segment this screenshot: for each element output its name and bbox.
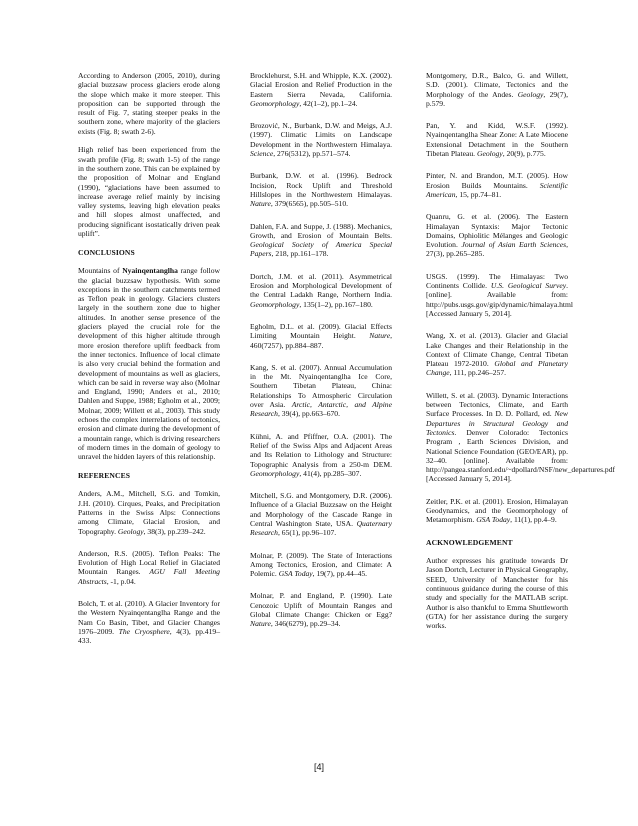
reference-details: . Denver Colorado: Tectonics Program , Earth Sciences Division, and National Science Foundation (GEO/EAR), pp. 32–40. [online]. Available from: http://pangea.stanford.edu/~dpollard/NSF/new_departures.pdf [Accessed January 5, 2014]. — [426, 427, 616, 484]
reference-entry — [426, 331, 568, 377]
reference-text: Molnar, P. (2009). The State of Interactions Among Tectonics, Erosion, and Climate: A Polemic. — [250, 550, 392, 579]
reference-entry — [78, 489, 220, 535]
reference-entry — [250, 551, 392, 579]
reference-entry — [426, 71, 568, 108]
reference-text: Kang, S. et al. (2007). Annual Accumulation in the Mt. Nyainqentanglha Ice Core, Southern Tibetan Plateau, China: Relationships To Atmospheric Circulation over Asia. — [250, 362, 392, 410]
reference-text: Montgomery, D.R., Balco, G. and Willett, S.D. (2001). Climate, Tectonics and the Morphology of the Andes. — [426, 71, 568, 99]
reference-source: Geology — [517, 89, 544, 99]
reference-details: , 11(1), pp.4–9. — [510, 515, 557, 525]
page-number: [4] — [313, 762, 324, 772]
reference-text: Anderson, R.S. (2005). Teflon Peaks: The Evolution of High Local Relief in Glaciated Mountain Ranges. — [78, 548, 220, 577]
reference-details: , 15, pp.74–81. — [455, 189, 502, 199]
reference-source: U.S. Geological Survey — [490, 281, 567, 291]
reference-entry — [250, 222, 392, 259]
reference-text: Burbank, D.W. et al. (1996). Bedrock Incision, Rock Uplift and Threshold Hillslopes in the Northwestern Himalayas. — [250, 171, 392, 199]
reference-details: , 379(6565), pp.505–510. — [270, 199, 349, 209]
reference-details: , 65(1), pp.96–107. — [277, 528, 337, 538]
reference-source: GSA Today — [278, 569, 313, 579]
conclusions-text-start: Mountains of — [78, 266, 123, 276]
reference-source: Nature — [250, 619, 271, 629]
references-list-middle — [250, 71, 392, 629]
reference-text: Pinter, N. and Brandon, M.T. (2005). How Erosion Builds Mountains. — [426, 171, 568, 190]
reference-details: , 276(5312), pp.571–574. — [273, 149, 351, 159]
reference-text: Quanru, G. et al. (2006). The Eastern Himalayan Syntaxis: Major Tectonic Domains, Ophiolitic Mélanges and Geologic Evolution. — [426, 212, 568, 250]
reference-text: Molnar, P. and England, P. (1990). Late Cenozoic Uplift of Mountain Ranges and Global Climate Change: Chicken or Egg? — [250, 591, 392, 620]
reference-details: , 346(6279), pp.29–34. — [270, 619, 341, 629]
reference-source: Nature — [250, 199, 271, 209]
reference-source: Nature — [369, 331, 391, 341]
reference-entry — [250, 363, 392, 419]
reference-text: USGS. (1999). The Himalayas: Two Continents Collide. — [426, 271, 568, 291]
reference-text: Mitchell, S.G. and Montgomery, D.R. (2006). Influence of a Glacial Buzzsaw on the Height and Morphology of the Cascade Range in Central Washington State, USA. — [250, 491, 392, 528]
reference-source: Global and Planetary Change — [426, 359, 568, 378]
reference-entry — [250, 272, 392, 309]
references-list-right — [426, 71, 616, 525]
reference-details: , 460(7257), pp.884–887. — [250, 331, 392, 350]
reference-details: . [online]. Available from: http://pubs.usgs.gov/gip/dynamic/himalaya.html [Accessed January 5, 2014]. — [426, 281, 574, 318]
reference-details: , 20(9), p.775. — [502, 149, 546, 159]
reference-text: Kühni, A. and Pfiffner, O.A. (2001). The Relief of the Swiss Alps and Adjacent Areas and Its Relation to Lithology and Structure: Topographic Analysis from a 250-m DEM. — [250, 431, 392, 469]
reference-details: , 27(3), pp.265–285. — [426, 240, 568, 259]
reference-entry — [426, 121, 568, 158]
reference-entry — [426, 497, 568, 525]
reference-text: Dahlen, F.A. and Suppe, J. (1988). Mechanics, Growth, and Erosion of Mountain Belts. — [250, 221, 392, 240]
reference-details: , 19(7), pp.44–45. — [312, 569, 368, 579]
reference-entry — [250, 591, 392, 628]
column-left — [78, 71, 220, 659]
discussion-paragraph-1: According to Anderson (2005, 2010), during glacial buzzsaw process glaciers erode along the slope which make it more steeper. This proposition can be supported through the result of Fig. 7, stating steeper peaks in the southern zone, where majority of the glaciers exists (Fig. 8; swath 2-6). — [78, 71, 220, 136]
reference-entry — [426, 390, 616, 484]
reference-details: , 38(3), pp.239–242. — [143, 526, 206, 536]
acknowledgement-paragraph: Author expresses his gratitude towards Dr Jason Dortch, Lecturer in Physical Geography, SEED, University of Manchester for his continuous guidance during the course of this study and specially for the MATLAB script. Author is also thankful to Emma Shuttleworth (GTA) for her assistance during the surgery works. — [426, 556, 568, 631]
reference-entry — [426, 171, 568, 199]
reference-entry — [426, 271, 574, 318]
column-middle — [250, 71, 392, 642]
conclusions-paragraph — [78, 266, 220, 461]
references-heading: REFERENCES — [78, 470, 131, 480]
reference-entry — [426, 212, 568, 258]
reference-text: Pan, Y. and Kidd, W.S.F. (1992). Nyainqentanglha Shear Zone: A Late Miocene Extensional Detachment in the Southern Tibetan Plateau. — [426, 121, 568, 159]
reference-entry — [250, 322, 392, 350]
reference-source: Journal of Asian Earth Sciences — [461, 240, 567, 250]
reference-details: , 135(1–2), pp.167–180. — [299, 299, 373, 309]
reference-source: New Departures in Structural Geology and Tectonics — [426, 409, 568, 437]
column-right — [426, 71, 616, 640]
reference-text: Brocklehurst, S.H. and Whipple, K.X. (2002). Glacial Erosion and Relief Production in the Eastern Sierra Nevada, California. — [250, 71, 392, 99]
reference-text: Zeitler, P.K. et al. (2001). Erosion, Himalayan Geodynamics, and the Geomorphology of Metamorphism. — [426, 496, 568, 525]
reference-source: Quaternary Research — [250, 518, 392, 538]
reference-source: Arctic, Antarctic, and Alpine Research — [250, 400, 392, 419]
reference-text: Dortch, J.M. et al. (2011). Asymmetrical Erosion and Morphological Development of the Central Ladakh Range, Northern India. — [250, 271, 392, 300]
reference-text: Wang, X. et al. (2013). Glacier and Glacial Lake Changes and their Relationship in the Context of Climate Change, Central Tibetan Plateau 1972-2010. — [426, 331, 568, 369]
reference-entry — [250, 71, 392, 108]
reference-source: AGU Fall Meeting Abstracts — [78, 567, 220, 586]
reference-text: Egholm, D.L. et al. (2009). Glacial Effects Limiting Mountain Height. — [250, 321, 392, 341]
references-list-left — [78, 489, 220, 645]
reference-entry — [250, 171, 392, 208]
reference-source: Geomorphology — [250, 468, 300, 478]
reference-source: Geology — [476, 149, 503, 159]
acknowledgement-heading: ACKNOWLEDGEMENT — [426, 537, 513, 547]
reference-source: Geology — [117, 526, 144, 536]
reference-source: The Cryosphere — [118, 626, 170, 636]
reference-entry — [78, 549, 220, 586]
reference-details: , 29(7), p.579. — [426, 89, 568, 108]
reference-details: , 111, pp.246–257. — [449, 368, 507, 378]
reference-details: , -1, p.04. — [106, 576, 136, 586]
conclusions-text-rest: range follow the glacial buzzsaw hypothesis. With some exceptions in the southern catchments termed as Teflon peak in geology. Glaciers clusters largely in the southern zone due to higher altitudes. In another sense presence of the glaciers played the crucial role for the development of this higher altitude through more erosion therefore uplift feedback from the inner tectonics. Influence of local climate is also very crucial behind the formation and development of mountains as well as glaciers, which can be said in reverse way also (Molnar and England, 1990; Anders et al., 2010; Dahlen and Suppe, 1988; Egholm et al., 2009; Molnar, 2009; Willett et al., 2003). This study echoes the complex interrelations of tectonics, erosion and climate during the development of a mountain range, which is driving researchers of modern times in the domain of geology to unravel the hidden layers of this relationship. — [78, 266, 220, 462]
reference-source: Scientific American — [426, 180, 568, 199]
discussion-paragraph-2: High relief has been experienced from the swath profile (Fig. 8; swath 1-5) of the range in the southern zone. This can be explained by the proposition of Molnar and England (1990), “glaciations have been assumed to increase average relief mainly by incising valley systems, leaving high elevation peaks and hill slopes almost unaffected, and producing significant isostatically driven peak uplift”. — [78, 145, 220, 239]
reference-source: Geological Society of America Special Papers — [250, 240, 392, 259]
reference-source: Science — [250, 149, 274, 159]
reference-text: Willett, S. et al. (2003). Dynamic Interactions between Tectonics, Climate, and Earth Surface Processes. In D. D. Pollard, ed. — [426, 390, 568, 419]
reference-details: , 39(4), pp.663–670. — [277, 409, 340, 419]
reference-source: Geomorphology — [250, 98, 300, 108]
reference-entry — [250, 121, 392, 158]
reference-details: , 41(4), pp.285–307. — [299, 468, 362, 478]
reference-details: , 4(3), pp.419–433. — [78, 626, 220, 646]
conclusions-heading: CONCLUSIONS — [78, 247, 135, 257]
reference-text: Anders, A.M., Mitchell, S.G. and Tomkin, J.H. (2010). Cirques, Peaks, and Precipitation Patterns in the Swiss Alps: Connections among Climate, Glacial Erosion, and Topography. — [78, 489, 220, 536]
reference-source: GSA Today — [476, 515, 511, 525]
reference-source: Geomorphology — [250, 299, 300, 309]
reference-details: , 42(1–2), pp.1–24. — [299, 98, 358, 108]
reference-details: , 218, pp.161–178. — [271, 249, 329, 259]
reference-entry — [78, 599, 220, 645]
reference-entry — [250, 491, 392, 537]
reference-text: Bolch, T. et al. (2010). A Glacier Inventory for the Western Nyainqentanglha Range and the Nam Co Basin, Tibet, and Glacier Changes 1976–2009. — [78, 599, 220, 636]
reference-text: Brozović, N., Burbank, D.W. and Meigs, A.J. (1997). Climatic Limits on Landscape Development in the Northwestern Himalaya. — [250, 121, 392, 149]
conclusions-range-name: Nyainqentanglha — [122, 266, 178, 276]
reference-entry — [250, 432, 392, 478]
